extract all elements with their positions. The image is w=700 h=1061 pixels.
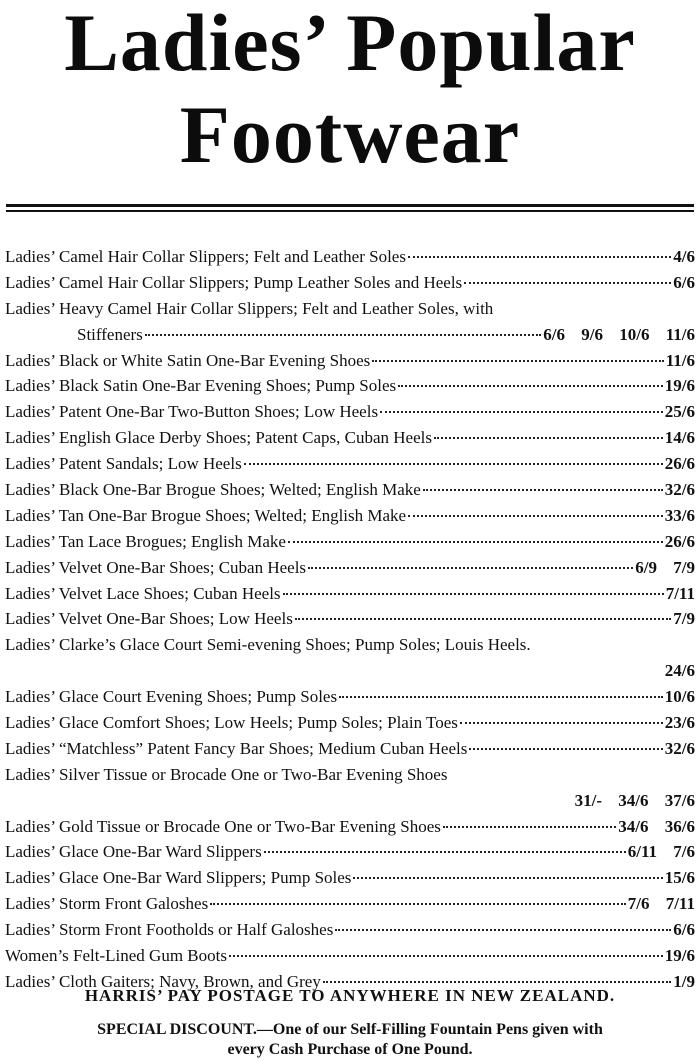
price-list-item bbox=[5, 503, 695, 529]
item-description: Ladies’ Storm Front Galoshes bbox=[5, 894, 209, 914]
dot-leader bbox=[339, 696, 663, 698]
dot-leader bbox=[469, 748, 662, 750]
price-list-item bbox=[5, 451, 695, 477]
item-prices: 33/6 bbox=[664, 505, 695, 525]
price-list-item bbox=[5, 529, 695, 555]
item-prices: 6/6 bbox=[673, 272, 695, 292]
price-list-item bbox=[5, 917, 695, 943]
dot-leader bbox=[210, 903, 626, 905]
item-description: Ladies’ “Matchless” Patent Fancy Bar Shoes; Medium Cuban Heels bbox=[5, 738, 468, 758]
price-list-item bbox=[5, 270, 695, 296]
item-prices: 6/6 9/6 10/6 11/6 bbox=[543, 324, 695, 344]
item-description: Ladies’ Camel Hair Collar Slippers; Pump Leather Soles and Heels bbox=[5, 272, 463, 292]
item-prices: 6/9 7/9 bbox=[635, 557, 695, 577]
item-prices: 1/9 bbox=[673, 971, 695, 991]
item-description: Women’s Felt-Lined Gum Boots bbox=[5, 946, 227, 966]
item-description: Ladies’ Cloth Gaiters; Navy, Brown, and Grey bbox=[5, 971, 321, 991]
item-prices: 19/6 bbox=[664, 946, 695, 966]
price-list-item bbox=[5, 684, 695, 710]
item-description: Ladies’ Patent One-Bar Two-Button Shoes; Low Heels bbox=[5, 402, 379, 422]
price-list-item bbox=[5, 736, 695, 762]
dot-leader bbox=[264, 851, 626, 853]
item-description: Ladies’ Silver Tissue or Brocade One or Two-Bar Evening Shoes bbox=[5, 764, 448, 784]
item-prices: 15/6 bbox=[664, 868, 695, 888]
headline-line-2: Footwear bbox=[179, 89, 521, 180]
item-prices: 14/6 bbox=[664, 428, 695, 448]
item-description: Ladies’ Glace One-Bar Ward Slippers bbox=[5, 842, 262, 862]
price-list-item bbox=[5, 399, 695, 425]
item-description: Ladies’ Glace Comfort Shoes; Low Heels; Pump Soles; Plain Toes bbox=[5, 713, 458, 733]
price-list-item bbox=[5, 891, 695, 917]
item-description: Ladies’ Black Satin One-Bar Evening Shoes; Pump Soles bbox=[5, 376, 397, 396]
item-prices: 24/6 bbox=[664, 661, 695, 681]
item-description: Ladies’ Camel Hair Collar Slippers; Felt and Leather Soles bbox=[5, 247, 406, 266]
price-list-item bbox=[5, 632, 695, 684]
item-prices: 6/6 bbox=[673, 920, 695, 940]
price-list-item bbox=[5, 477, 695, 503]
item-description-continued: Stiffeners bbox=[77, 324, 143, 344]
item-prices: 32/6 bbox=[664, 480, 695, 500]
dot-leader bbox=[398, 385, 663, 387]
item-prices: 32/6 bbox=[664, 738, 695, 758]
item-prices: 23/6 bbox=[664, 713, 695, 733]
item-prices: 25/6 bbox=[664, 402, 695, 422]
item-description: Ladies’ Glace Court Evening Shoes; Pump Soles bbox=[5, 687, 338, 707]
item-prices: 19/6 bbox=[664, 376, 695, 396]
dot-leader bbox=[460, 722, 663, 724]
dot-leader bbox=[434, 437, 663, 439]
price-list-item bbox=[5, 581, 695, 607]
dot-leader bbox=[295, 618, 671, 620]
price-list-item bbox=[5, 425, 695, 451]
dot-leader bbox=[229, 955, 663, 957]
item-prices: 31/- 34/6 37/6 bbox=[574, 790, 695, 810]
price-list-item bbox=[5, 762, 695, 814]
dot-leader bbox=[372, 360, 663, 362]
item-description: Ladies’ Gold Tissue or Brocade One or Two-Bar Evening Shoes bbox=[5, 816, 441, 836]
dot-leader bbox=[423, 489, 663, 491]
price-list-item bbox=[5, 555, 695, 581]
dot-leader bbox=[443, 826, 616, 828]
discount-line-2: every Cash Purchase of One Pound. bbox=[227, 1041, 473, 1058]
divider-rule-top bbox=[6, 204, 694, 207]
price-list-item bbox=[5, 814, 695, 840]
dot-leader bbox=[288, 541, 663, 543]
item-description: Ladies’ Velvet One-Bar Shoes; Low Heels bbox=[5, 609, 293, 629]
dot-leader bbox=[145, 334, 541, 336]
price-list-item bbox=[5, 865, 695, 891]
item-prices: 7/11 bbox=[665, 583, 695, 603]
item-description: Ladies’ Velvet Lace Shoes; Cuban Heels bbox=[5, 583, 281, 603]
price-list-item bbox=[5, 348, 695, 374]
postage-notice: HARRIS’ PAY POSTAGE TO ANYWHERE IN NEW ZEALAND. bbox=[84, 986, 616, 1005]
item-description: Ladies’ Velvet One-Bar Shoes; Cuban Heels bbox=[5, 557, 307, 577]
dot-leader bbox=[308, 567, 633, 569]
item-description: Ladies’ Tan Lace Brogues; English Make bbox=[5, 531, 286, 551]
item-prices: 7/6 7/11 bbox=[627, 894, 695, 914]
item-description: Ladies’ Storm Front Footholds or Half Galoshes bbox=[5, 920, 334, 940]
item-description: Ladies’ Tan One-Bar Brogue Shoes; Welted; English Make bbox=[5, 505, 407, 525]
item-prices: 6/11 7/6 bbox=[627, 842, 695, 862]
price-list-item bbox=[5, 373, 695, 399]
discount-notice bbox=[0, 1020, 700, 1060]
item-prices: 26/6 bbox=[664, 454, 695, 474]
item-description: Ladies’ Black One-Bar Brogue Shoes; Welted; English Make bbox=[5, 480, 421, 500]
dot-leader bbox=[283, 593, 664, 595]
item-description: Ladies’ Heavy Camel Hair Collar Slippers; Felt and Leather Soles, with bbox=[5, 298, 494, 318]
price-list bbox=[5, 244, 695, 995]
item-description: Ladies’ Clarke’s Glace Court Semi-evening Shoes; Pump Soles; Louis Heels. bbox=[5, 635, 531, 655]
item-description: Ladies’ Patent Sandals; Low Heels bbox=[5, 454, 242, 474]
dot-leader bbox=[244, 463, 663, 465]
price-list-item bbox=[5, 839, 695, 865]
item-description: Ladies’ Glace One-Bar Ward Slippers; Pump Soles bbox=[5, 868, 352, 888]
dot-leader bbox=[335, 929, 671, 931]
item-description: Ladies’ Black or White Satin One-Bar Evening Shoes bbox=[5, 350, 371, 370]
dot-leader bbox=[408, 515, 663, 517]
dot-leader bbox=[380, 411, 663, 413]
price-list-item bbox=[5, 606, 695, 632]
price-list-item bbox=[5, 244, 695, 270]
discount-line-1: SPECIAL DISCOUNT.—One of our Self-Filling Fountain Pens given with bbox=[97, 1021, 603, 1038]
divider-rule-bottom bbox=[6, 210, 694, 212]
dot-leader bbox=[323, 981, 671, 983]
item-prices: 10/6 bbox=[664, 687, 695, 707]
price-list-item bbox=[5, 296, 695, 348]
dot-leader bbox=[464, 282, 671, 284]
dot-leader bbox=[353, 877, 662, 879]
dot-leader bbox=[408, 256, 671, 258]
headline-line-1: Ladies’ Popular bbox=[64, 0, 636, 88]
item-prices: 26/6 bbox=[664, 531, 695, 551]
item-prices: 11/6 bbox=[665, 350, 695, 370]
item-description: Ladies’ English Glace Derby Shoes; Patent Caps, Cuban Heels bbox=[5, 428, 432, 448]
item-prices: 4/6 bbox=[673, 247, 695, 266]
item-prices: 7/9 bbox=[673, 609, 695, 629]
price-list-item bbox=[5, 710, 695, 736]
price-list-item bbox=[5, 943, 695, 969]
item-prices: 34/6 36/6 bbox=[618, 816, 695, 836]
